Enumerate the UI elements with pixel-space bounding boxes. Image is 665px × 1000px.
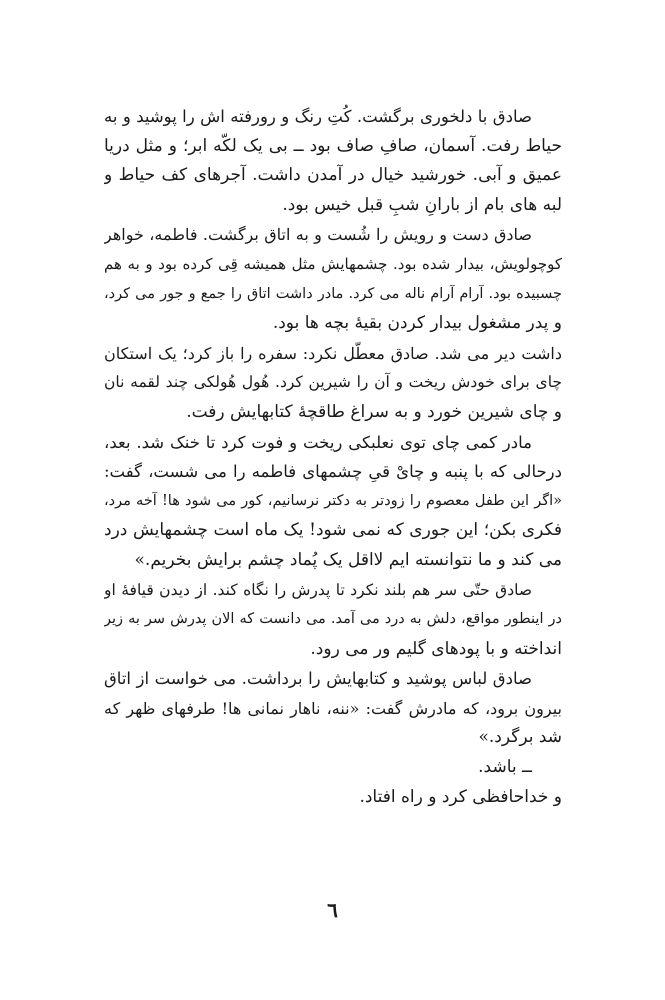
text-line: و خداحافظی کرد و راه افتاد. xyxy=(359,786,562,807)
text-line: درحالی که با پنبه و چایْ قیِ چشمهای فاطمه را می شست، گفت: xyxy=(104,462,562,482)
text-line: چای برای خودش ریخت و آن را شیرین کرد. هُول هُولکی چند لقمه نان xyxy=(104,373,562,392)
text-line: بیرون برود، که مادرش گفت: «ننه، ناهار نمانی ها! طرفهای ظهر که xyxy=(104,698,562,718)
text-line: کوچولویش، بیدار شده بود. چشمهایش مثل همیشه قِی کرده بود و به هم xyxy=(104,254,562,273)
text-line: انداخته و با پودهای گلیم ور می رود. xyxy=(310,638,562,659)
body-text xyxy=(104,102,562,812)
text-line: صادق حتّی سر هم بلند نکرد تا پدرش را نگاه کند. از دیدن قیافهٔ او xyxy=(104,580,532,599)
text-line: در اینطور مواقع، دلش به درد می آمد. می دانست که الان پدرش سر به زیر xyxy=(104,611,562,628)
text-line: عمیق و آبی. خورشید خیال در آمدن داشت. آجرهای کف حیاط و xyxy=(104,165,562,186)
text-line: صادق با دلخوری برگشت. کُتِ رنگ و رورفته اش را پوشید و به xyxy=(104,107,532,126)
text-line: مادر کمی چای توی نعلبکی ریخت و فوت کرد تا خنک شد. بعد، xyxy=(104,432,532,452)
text-line: ــ باشد. xyxy=(478,757,532,778)
text-line: صادق لباس پوشید و کتابهایش را برداشت. می خواست از اتاق xyxy=(104,669,532,689)
text-line: حیاط رفت. آسمان، صافِ صاف بود ــ بی یک لکّه ابر؛ و مثل دریا xyxy=(104,135,562,156)
text-line: لبه های بام از بارانِ شبِ قبل خیس بود. xyxy=(282,194,562,215)
page-number: ٦ xyxy=(327,898,338,922)
text-line: شد برگرد.» xyxy=(478,727,562,748)
text-line: صادق دست و رویش را شُست و به اتاق برگشت. فاطمه، خواهر xyxy=(104,225,532,245)
text-line: داشت دیر می شد. صادق معطّل نکرد: سفره را باز کرد؛ یک استکان xyxy=(104,343,562,363)
text-line: می کند و ما نتوانسته ایم لااقل یک پُماد چشم برایش بخریم.» xyxy=(134,549,562,570)
text-line: و پدر مشغول بیدار کردن بقیهٔ بچه ها بود. xyxy=(272,313,562,334)
text-line: و چای شیرین خورد و به سراغ طاقچهٔ کتابهایش رفت. xyxy=(186,401,562,422)
text-line: «اگر این طفل معصوم را زودتر به دکتر نرسانیم، کور می شود ها! آخه مرد، xyxy=(104,492,562,509)
text-line: چسبیده بود. آرام آرام ناله می کرد. مادر داشت اتاق را جمع و جور می کرد، xyxy=(104,285,562,302)
text-line: فکری بکن؛ این جوری که نمی شود! یک ماه است چشمهایش درد xyxy=(104,520,562,541)
